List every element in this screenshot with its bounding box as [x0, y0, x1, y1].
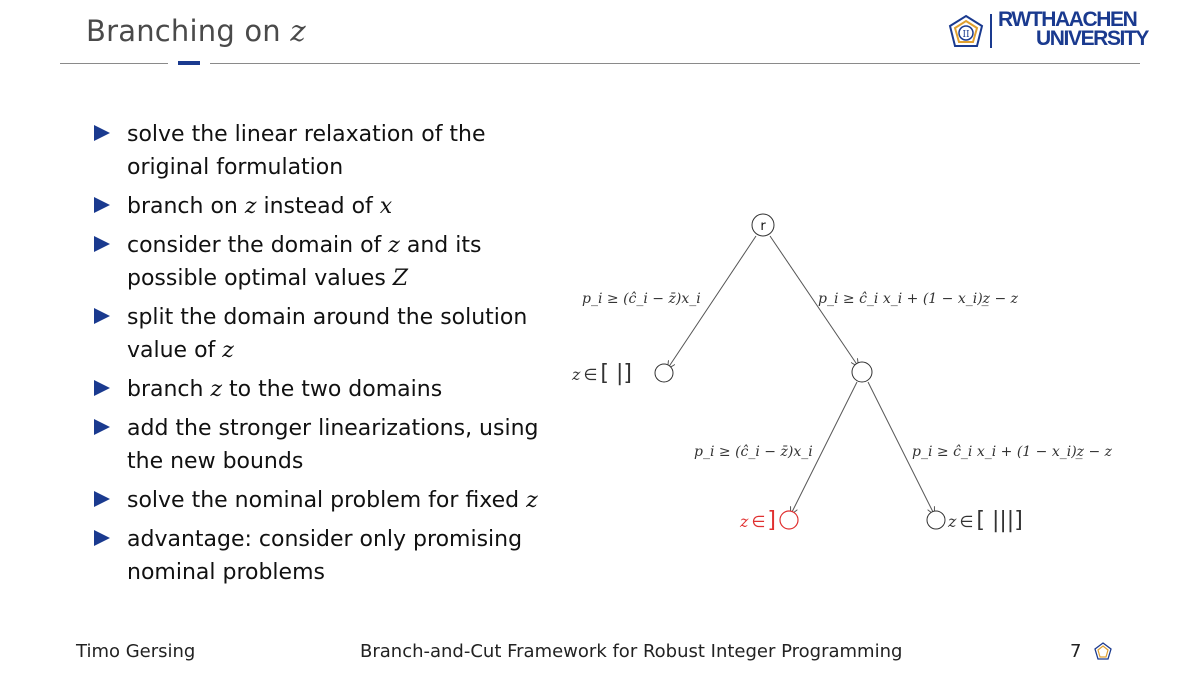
bullet-item: branch on z instead of x — [94, 190, 564, 223]
logo-line2: UNIVERSITY — [1036, 27, 1149, 50]
bullet-item: solve the linear relaxation of the original formulation — [94, 118, 564, 184]
root-label: r — [760, 219, 766, 234]
edge-label-right-top: p_i ≥ ĉ_i x_i + (1 − x_i)z̲ − z — [818, 291, 1019, 307]
footer-author: Timo Gersing — [76, 641, 196, 662]
bullet-item: branch z to the two domains — [94, 373, 564, 406]
edge-label-left-top: p_i ≥ (ĉ_i − z̄)x_i — [582, 291, 701, 307]
edge-label-right-bottom: p_i ≥ ĉ_i x_i + (1 − x_i)z̲ − z — [912, 444, 1113, 460]
bullet-item: advantage: consider only promising nominal problems — [94, 523, 564, 589]
node-right-bottom — [927, 511, 945, 529]
footer-page-number: 7 — [1070, 641, 1082, 662]
domain-left-bottom: z ∈] — [740, 508, 776, 533]
bullet-item: add the stronger linearizations, using the new bounds — [94, 412, 564, 478]
bullet-item: split the domain around the solution value of z — [94, 301, 564, 367]
title-text: Branching on — [86, 14, 291, 48]
bullet-item: consider the domain of z and its possible optimal values Z — [94, 229, 564, 295]
title-var: z — [290, 14, 306, 48]
domain-left-top: z ∈ [ |] — [572, 361, 632, 386]
edge-label-left-bottom: p_i ≥ (ĉ_i − z̄)x_i — [694, 444, 813, 460]
node-left-top — [655, 364, 673, 382]
footer-talk-title: Branch-and-Cut Framework for Robust Integer Programming — [360, 641, 903, 662]
domain-right-bottom: z ∈ [ |||] — [948, 508, 1023, 533]
seal-icon — [1093, 642, 1113, 662]
node-mid — [852, 362, 872, 382]
logo-line1: RWTHAACHEN — [998, 8, 1137, 31]
node-left-bottom — [780, 511, 798, 529]
svg-text:II: II — [962, 30, 970, 40]
bullet-item: solve the nominal problem for fixed z — [94, 484, 564, 517]
